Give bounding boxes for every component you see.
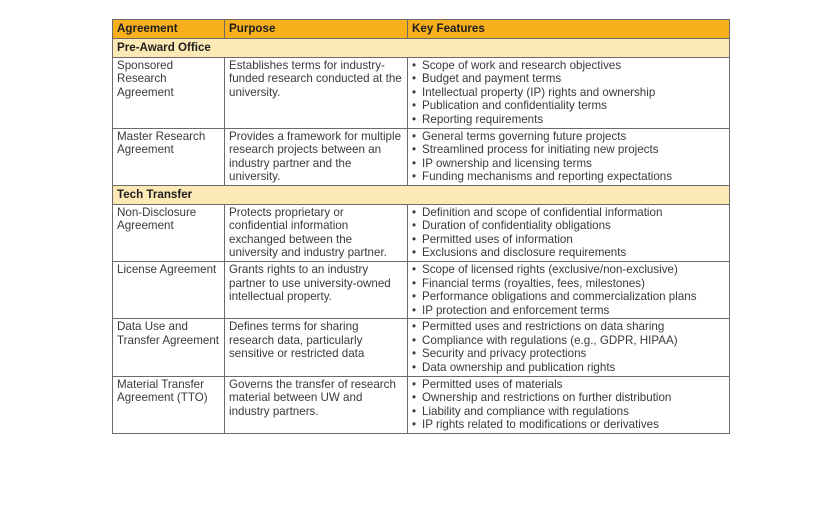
section-title: Tech Transfer bbox=[113, 185, 730, 204]
features-list bbox=[412, 320, 725, 374]
table-body bbox=[113, 39, 730, 434]
features-cell bbox=[408, 376, 730, 433]
feature-item: • Publication and confidentiality terms bbox=[412, 99, 725, 113]
purpose-cell: Defines terms for sharing research data, particularly sensitive or restricted data bbox=[225, 319, 408, 376]
purpose-cell: Provides a framework for multiple research projects between an industry partner and the university. bbox=[225, 128, 408, 185]
features-cell bbox=[408, 261, 730, 318]
features-list bbox=[412, 263, 725, 317]
table-row bbox=[113, 57, 730, 128]
agreement-cell: Non-Disclosure Agreement bbox=[113, 204, 225, 261]
feature-item: • IP rights related to modifications or derivatives bbox=[412, 418, 725, 432]
features-list bbox=[412, 130, 725, 184]
features-cell bbox=[408, 204, 730, 261]
feature-item: • Data ownership and publication rights bbox=[412, 361, 725, 375]
table-header bbox=[113, 20, 730, 39]
feature-item: • Performance obligations and commercialization plans bbox=[412, 290, 725, 304]
feature-item: • Compliance with regulations (e.g., GDPR, HIPAA) bbox=[412, 334, 725, 348]
feature-item: • Scope of licensed rights (exclusive/non-exclusive) bbox=[412, 263, 725, 277]
feature-item: • Permitted uses of information bbox=[412, 233, 725, 247]
purpose-cell: Establishes terms for industry-funded research conducted at the university. bbox=[225, 57, 408, 128]
feature-item: • Budget and payment terms bbox=[412, 72, 725, 86]
header-key-features: Key Features bbox=[408, 20, 730, 39]
features-list bbox=[412, 59, 725, 127]
agreements-table bbox=[112, 19, 730, 434]
table-row bbox=[113, 204, 730, 261]
header-row bbox=[113, 20, 730, 39]
feature-item: • Scope of work and research objectives bbox=[412, 59, 725, 73]
header-agreement: Agreement bbox=[113, 20, 225, 39]
feature-item: • IP ownership and licensing terms bbox=[412, 157, 725, 171]
purpose-cell: Grants rights to an industry partner to use university-owned intellectual property. bbox=[225, 261, 408, 318]
feature-item: • General terms governing future projects bbox=[412, 130, 725, 144]
feature-item: • Duration of confidentiality obligations bbox=[412, 219, 725, 233]
feature-item: • Reporting requirements bbox=[412, 113, 725, 127]
feature-item: • Definition and scope of confidential information bbox=[412, 206, 725, 220]
purpose-cell: Governs the transfer of research material between UW and industry partners. bbox=[225, 376, 408, 433]
section-row bbox=[113, 39, 730, 58]
feature-item: • Liability and compliance with regulations bbox=[412, 405, 725, 419]
features-cell bbox=[408, 57, 730, 128]
feature-item: • Ownership and restrictions on further distribution bbox=[412, 391, 725, 405]
feature-item: • Funding mechanisms and reporting expectations bbox=[412, 170, 725, 184]
section-row bbox=[113, 185, 730, 204]
section-title: Pre-Award Office bbox=[113, 39, 730, 58]
features-cell bbox=[408, 128, 730, 185]
header-purpose: Purpose bbox=[225, 20, 408, 39]
agreement-cell: Data Use and Transfer Agreement bbox=[113, 319, 225, 376]
feature-item: • Intellectual property (IP) rights and ownership bbox=[412, 86, 725, 100]
feature-item: • IP protection and enforcement terms bbox=[412, 304, 725, 318]
feature-item: • Permitted uses of materials bbox=[412, 378, 725, 392]
feature-item: • Streamlined process for initiating new projects bbox=[412, 143, 725, 157]
feature-item: • Financial terms (royalties, fees, milestones) bbox=[412, 277, 725, 291]
feature-item: • Security and privacy protections bbox=[412, 347, 725, 361]
agreement-cell: Material Transfer Agreement (TTO) bbox=[113, 376, 225, 433]
table-row bbox=[113, 319, 730, 376]
agreement-cell: Sponsored Research Agreement bbox=[113, 57, 225, 128]
agreement-cell: License Agreement bbox=[113, 261, 225, 318]
purpose-cell: Protects proprietary or confidential information exchanged between the university and industry partner. bbox=[225, 204, 408, 261]
table-row bbox=[113, 261, 730, 318]
feature-item: • Permitted uses and restrictions on data sharing bbox=[412, 320, 725, 334]
table-row bbox=[113, 376, 730, 433]
agreement-cell: Master Research Agreement bbox=[113, 128, 225, 185]
features-list bbox=[412, 206, 725, 260]
features-cell bbox=[408, 319, 730, 376]
features-list bbox=[412, 378, 725, 432]
feature-item: • Exclusions and disclosure requirements bbox=[412, 246, 725, 260]
table-row bbox=[113, 128, 730, 185]
